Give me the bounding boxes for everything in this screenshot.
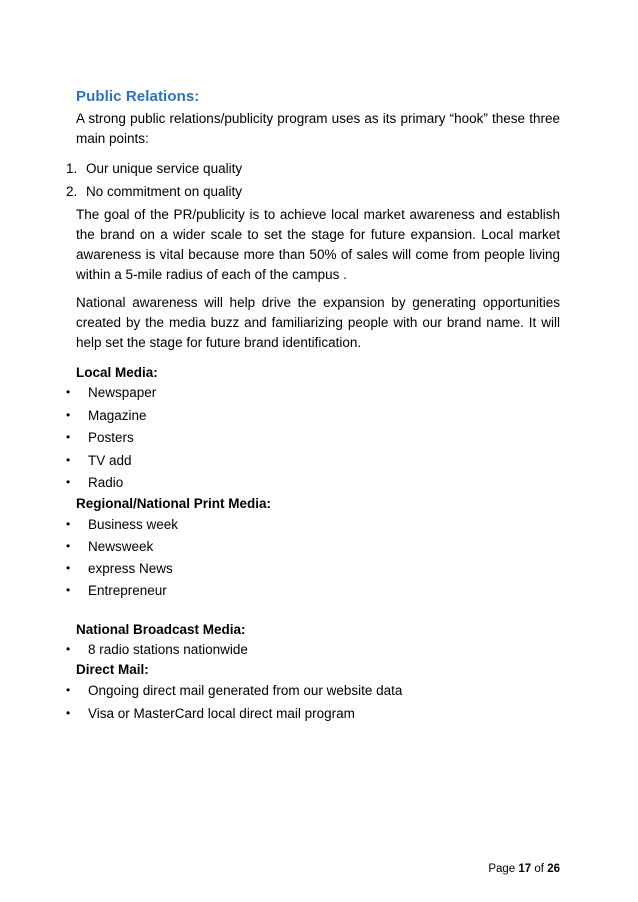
list-item-text: Radio: [88, 475, 124, 490]
list-item: [66, 640, 248, 660]
list-item: [66, 383, 156, 403]
list-item-text: express News: [88, 561, 173, 576]
page-number-footer: [488, 863, 560, 875]
numbered-item-text: No commitment on quality: [86, 184, 243, 199]
section-heading-public-relations: Public Relations:: [76, 88, 200, 105]
bullet-icon: •: [66, 683, 71, 697]
national-awareness-paragraph: National awareness will help drive the expansion by generating opportunities created by the media buzz and familiarizing people with our brand name. It will help set the stage for future brand identification.: [76, 295, 560, 350]
list-item-text: Newsweek: [88, 539, 154, 554]
footer-total-pages: 26: [547, 863, 560, 875]
bullet-icon: •: [66, 583, 71, 597]
bullet-icon: •: [66, 706, 71, 720]
list-item-text: 8 radio stations nationwide: [88, 642, 248, 657]
list-item: [66, 406, 147, 426]
list-item-text: Magazine: [88, 408, 147, 423]
sub-heading-direct-mail: Direct Mail:: [76, 662, 149, 677]
goal-paragraph: The goal of the PR/publicity is to achieve local market awareness and establish the brand on a wider scale to set the stage for future expansion. Local market awareness is vital because more than 50% of sales will come from people living within a 5-mile radius of each of the campus .: [76, 207, 560, 282]
bullet-icon: •: [66, 408, 71, 422]
list-item-text: Posters: [88, 430, 134, 445]
list-item: [66, 515, 178, 535]
numbered-item-number: 1.: [66, 161, 78, 176]
list-item: [66, 559, 173, 579]
bullet-icon: •: [66, 453, 71, 467]
list-item: [66, 473, 123, 493]
list-item: [66, 428, 134, 448]
bullet-icon: •: [66, 642, 71, 656]
bullet-icon: •: [66, 561, 71, 575]
list-item-text: Ongoing direct mail generated from our website data: [88, 683, 403, 698]
numbered-item-1: [66, 159, 242, 179]
bullet-icon: •: [66, 475, 71, 489]
sub-heading-regional-national-print-media: Regional/National Print Media:: [76, 496, 272, 511]
numbered-item-2: [66, 182, 242, 202]
list-item: [66, 537, 153, 557]
bullet-icon: •: [66, 539, 71, 553]
bullet-icon: •: [66, 517, 71, 531]
footer-page-label: Page: [488, 863, 516, 875]
list-item: [66, 451, 132, 471]
footer-current-page: 17: [518, 863, 532, 875]
footer-of-label: of: [534, 863, 544, 875]
list-item-text: Entrepreneur: [88, 583, 167, 598]
numbered-item-text: Our unique service quality: [86, 161, 243, 176]
intro-paragraph: A strong public relations/publicity program uses as its primary “hook” these three main points:: [76, 111, 560, 146]
bullet-icon: •: [66, 430, 71, 444]
list-item-text: Visa or MasterCard local direct mail program: [88, 706, 355, 721]
sub-heading-local-media: Local Media:: [76, 365, 158, 380]
list-item: [66, 581, 167, 601]
list-item-text: Business week: [88, 517, 179, 532]
list-item: [66, 704, 355, 724]
numbered-item-number: 2.: [66, 184, 78, 199]
list-item: [66, 681, 402, 701]
list-item-text: Newspaper: [88, 385, 157, 400]
bullet-icon: •: [66, 385, 71, 399]
sub-heading-national-broadcast-media: National Broadcast Media:: [76, 622, 246, 637]
list-item-text: TV add: [88, 453, 132, 468]
